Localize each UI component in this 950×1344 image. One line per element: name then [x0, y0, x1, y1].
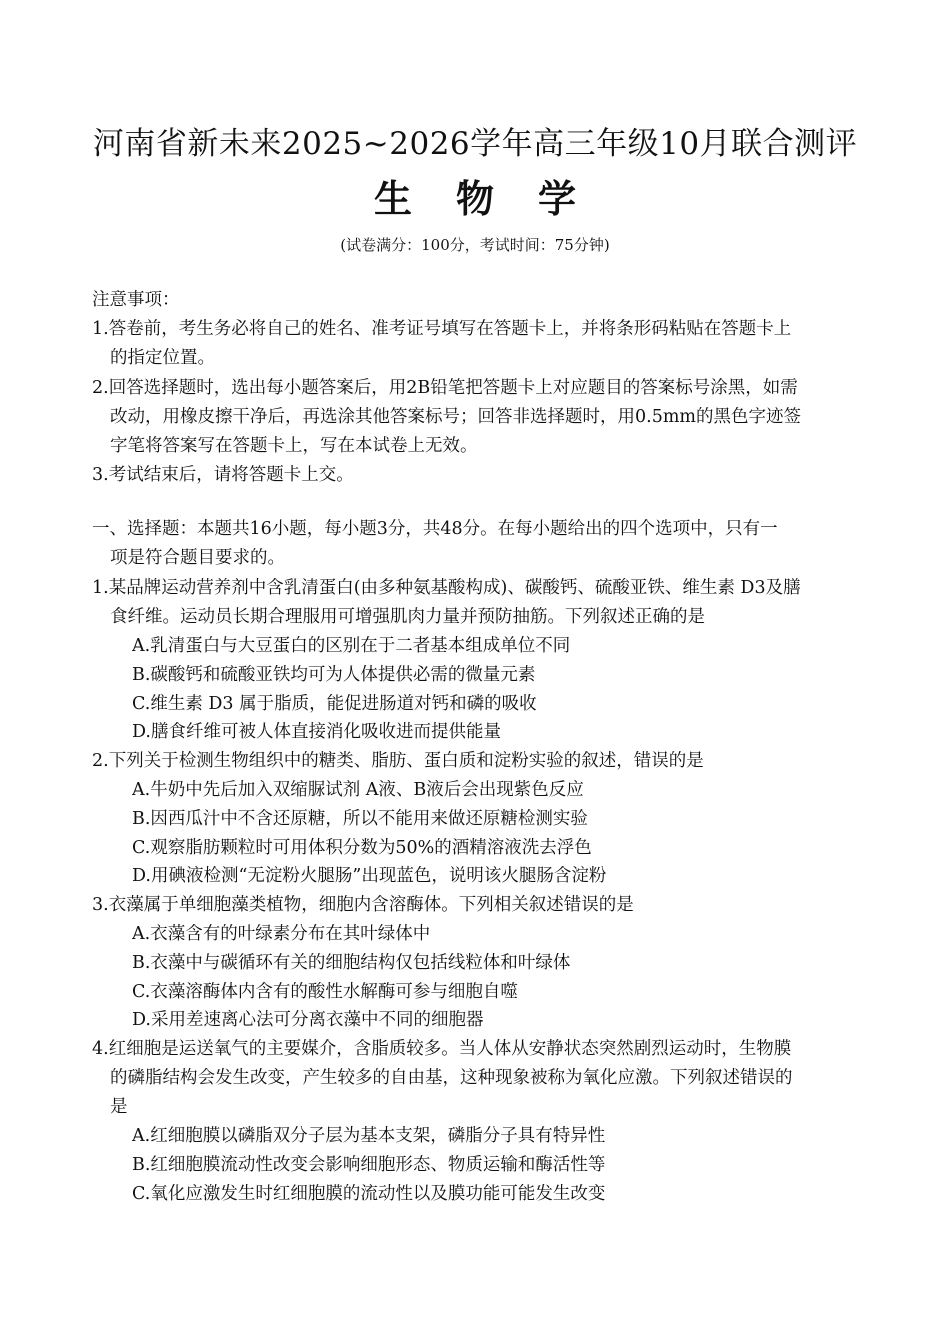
question-option: B.红细胞膜流动性改变会影响细胞形态、物质运输和酶活性等 [132, 1155, 606, 1175]
notice-item-cont: 的指定位置。 [110, 348, 215, 368]
question-option: C.观察脂肪颗粒时可用体积分数为50%的酒精溶液洗去浮色 [132, 838, 592, 858]
exam-title: 河南省新未来2025~2026学年高三年级10月联合测评 [92, 126, 858, 162]
notice-item: 1.答卷前，考生务必将自己的姓名、准考证号填写在答题卡上，并将条形码粘贴在答题卡上 [92, 319, 792, 339]
notice-item: 2.回答选择题时，选出每小题答案后，用2B铅笔把答题卡上对应题目的答案标号涂黑，如需 [92, 378, 798, 398]
section-heading-cont: 项是符合题目要求的。 [110, 548, 285, 568]
notice-item: 3.考试结束后，请将答题卡上交。 [92, 465, 354, 485]
section-heading: 一、选择题：本题共16小题，每小题3分，共48分。在每小题给出的四个选项中，只有一 [92, 519, 778, 539]
question-option: A.衣藻含有的叶绿素分布在其叶绿体中 [132, 924, 431, 944]
question-option: B.碳酸钙和硫酸亚铁均可为人体提供必需的微量元素 [132, 665, 536, 685]
question-option: C.氧化应激发生时红细胞膜的流动性以及膜功能可能发生改变 [132, 1184, 606, 1204]
question-option: D.用碘液检测“无淀粉火腿肠”出现蓝色，说明该火腿肠含淀粉 [132, 866, 607, 886]
question-stem-cont: 食纤维。运动员长期合理服用可增强肌肉力量并预防抽筋。下列叙述正确的是 [110, 607, 705, 627]
notice-heading: 注意事项： [92, 290, 180, 310]
notice-item-cont: 字笔将答案写在答题卡上，写在本试卷上无效。 [110, 436, 478, 456]
notice-item-cont: 改动，用橡皮擦干净后，再选涂其他答案标号；回答非选择题时，用0.5mm的黑色字迹签 [110, 407, 802, 427]
question-option: D.采用差速离心法可分离衣藻中不同的细胞器 [132, 1010, 484, 1030]
question-option: A.乳清蛋白与大豆蛋白的区别在于二者基本组成单位不同 [132, 636, 571, 656]
question-stem: 4.红细胞是运送氧气的主要媒介，含脂质较多。当人体从安静状态突然剧烈运动时，生物膜 [92, 1039, 792, 1059]
question-stem-cont: 是 [110, 1097, 128, 1117]
question-option: D.膳食纤维可被人体直接消化吸收进而提供能量 [132, 722, 501, 742]
subject-title: 生物学 [373, 177, 620, 221]
question-option: C.维生素 D3 属于脂质，能促进肠道对钙和磷的吸收 [132, 694, 537, 714]
question-stem: 2.下列关于检测生物组织中的糖类、脂肪、蛋白质和淀粉实验的叙述，错误的是 [92, 751, 704, 771]
question-option: B.因西瓜汁中不含还原糖，所以不能用来做还原糖检测实验 [132, 809, 588, 829]
question-option: B.衣藻中与碳循环有关的细胞结构仅包括线粒体和叶绿体 [132, 953, 571, 973]
question-option: C.衣藻溶酶体内含有的酸性水解酶可参与细胞自噬 [132, 982, 518, 1002]
exam-meta: (试卷满分：100分，考试时间：75分钟) [340, 236, 610, 254]
question-stem: 1.某品牌运动营养剂中含乳清蛋白(由多种氨基酸构成)、碳酸钙、硫酸亚铁、维生素 D3及膳 [92, 578, 801, 598]
question-stem-cont: 的磷脂结构会发生改变，产生较多的自由基，这种现象被称为氧化应激。下列叙述错误的 [110, 1068, 793, 1088]
question-stem: 3.衣藻属于单细胞藻类植物，细胞内含溶酶体。下列相关叙述错误的是 [92, 895, 634, 915]
question-option: A.牛奶中先后加入双缩脲试剂 A液、B液后会出现紫色反应 [132, 780, 584, 800]
question-option: A.红细胞膜以磷脂双分子层为基本支架，磷脂分子具有特异性 [132, 1126, 606, 1146]
